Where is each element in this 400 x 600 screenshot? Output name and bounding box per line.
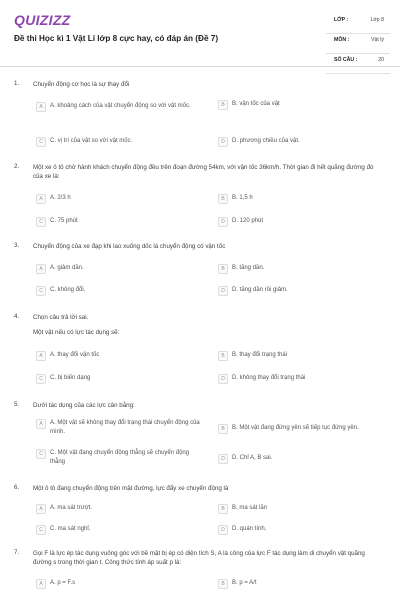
option-text: B. vận tốc của vật xyxy=(232,101,280,107)
option-text: A. 2/3 h xyxy=(50,195,71,201)
option-text: D. tăng dần rồi giảm. xyxy=(232,287,288,293)
option-letter-box: B xyxy=(218,264,228,274)
option-letter-box: B xyxy=(218,351,228,361)
option-text: A. giảm dần. xyxy=(50,265,84,271)
option-letter-box: A xyxy=(36,194,46,204)
question-text: Một ô tô đang chuyển động trên mặt đường, lực đẩy xe chuyển động là xyxy=(33,485,229,492)
meta-row-question-count xyxy=(326,54,390,74)
option-text: D. quán tính. xyxy=(232,526,267,532)
option-text: D. 120 phút xyxy=(232,218,264,224)
option-text: C. 75 phút xyxy=(50,218,78,224)
option-letter-box: D xyxy=(218,137,228,147)
option-text: B. 1,5 h xyxy=(232,195,253,201)
option-letter-box: C xyxy=(36,137,46,147)
option-letter-box: C xyxy=(36,449,46,459)
option-letter-box: B xyxy=(218,100,228,110)
option-letter-box: A xyxy=(36,419,46,429)
question-text: Gọi F là lực ép tác dụng vuông góc với bề mặt bị ép có diện tích S, A là công của lực F tác dụng làm di chuyển vật quãng đường s trong thời gian t. Công thức tính áp suất p là: xyxy=(33,550,365,567)
meta-row-class xyxy=(326,14,390,34)
question-text: Chọn câu trả lời sai. xyxy=(33,314,89,321)
question-text: Chuyển động cơ học là sự thay đổi xyxy=(33,81,130,88)
option-letter-box: B xyxy=(218,504,228,514)
option-text: C. bị biến dạng xyxy=(50,375,91,381)
option-text: C. không đổi. xyxy=(50,287,86,293)
option-text: D. Chỉ A, B sai. xyxy=(232,455,273,461)
meta-row-subject xyxy=(326,34,390,54)
option-text: B. Một vật đang đứng yên sẽ tiếp tục đứng yên. xyxy=(232,425,359,431)
option-letter-box: D xyxy=(218,374,228,384)
option-text: C. ma sát nghỉ. xyxy=(50,526,91,532)
question-text: Một xe ô tô chở hành khách chuyển động đều trên đoạn đường 54km, với vận tốc 36km/h. Thời gian đi hết quãng đường đó của xe là: xyxy=(33,164,374,181)
option-text: B. tăng dần. xyxy=(232,265,265,271)
meta-value: 20 xyxy=(378,57,384,63)
option-letter-box: A xyxy=(36,351,46,361)
header-divider xyxy=(0,66,400,67)
meta-label: SỐ CÂU : xyxy=(334,57,358,63)
option-text: D. không thay đổi trạng thái xyxy=(232,375,306,381)
question-number: 2. xyxy=(14,163,20,170)
question-subtext: Một vật nếu có lực tác dụng sẽ: xyxy=(33,329,120,336)
quiz-title: Đề thi Học kì 1 Vật Lí lớp 8 cực hay, có đáp án (Đề 7) xyxy=(14,34,219,43)
question-number: 4. xyxy=(14,313,20,320)
question-text: Dưới tác dụng của các lực cân bằng: xyxy=(33,402,135,409)
option-text: B. thay đổi trạng thái xyxy=(232,352,288,358)
question-number: 6. xyxy=(14,484,20,491)
option-text: A. p = F.s xyxy=(50,580,76,586)
option-letter-box: D xyxy=(218,454,228,464)
option-letter-box: C xyxy=(36,217,46,227)
option-text: A. ma sát trượt. xyxy=(50,505,92,511)
option-text: D. phương chiều của vật. xyxy=(232,138,300,144)
option-text: B. p = A/t xyxy=(232,580,257,586)
option-text: C. Một vật đang chuyển động thẳng sẽ chuyển động thẳng xyxy=(50,450,190,465)
quiz-header xyxy=(0,0,400,68)
question-number: 3. xyxy=(14,242,20,249)
option-text: A. thay đổi vận tốc xyxy=(50,352,100,358)
option-text: B. ma sát lăn xyxy=(232,505,268,511)
option-letter-box: D xyxy=(218,217,228,227)
option-letter-box: C xyxy=(36,286,46,296)
option-text: A. khoảng cách của vật chuyển động so với vật mốc. xyxy=(50,103,191,109)
option-letter-box: A xyxy=(36,579,46,589)
question-number: 7. xyxy=(14,549,20,556)
option-letter-box: C xyxy=(36,525,46,535)
option-letter-box: B xyxy=(218,579,228,589)
question-number: 5. xyxy=(14,401,20,408)
meta-value: Lớp 8 xyxy=(370,17,384,23)
question-number: 1. xyxy=(14,80,20,87)
option-letter-box: B xyxy=(218,194,228,204)
option-text: A. Một vật sẽ không thay đổi trạng thái chuyển động của mình. xyxy=(50,420,200,435)
option-letter-box: C xyxy=(36,374,46,384)
meta-value: Vật lý xyxy=(371,37,384,43)
option-letter-box: A xyxy=(36,504,46,514)
meta-label: LỚP : xyxy=(334,17,349,23)
option-letter-box: D xyxy=(218,525,228,535)
option-text: C. vị trí của vật so với vật mốc. xyxy=(50,138,133,144)
option-letter-box: A xyxy=(36,102,46,112)
option-letter-box: B xyxy=(218,424,228,434)
option-letter-box: D xyxy=(218,286,228,296)
option-letter-box: A xyxy=(36,264,46,274)
meta-label: MÔN : xyxy=(334,37,350,43)
quizizz-logo: QUIZIZZ xyxy=(14,12,71,28)
quiz-meta-box xyxy=(326,14,390,74)
question-text: Chuyển động của xe đạp khi lao xuống dốc là chuyển động có vận tốc xyxy=(33,243,226,250)
